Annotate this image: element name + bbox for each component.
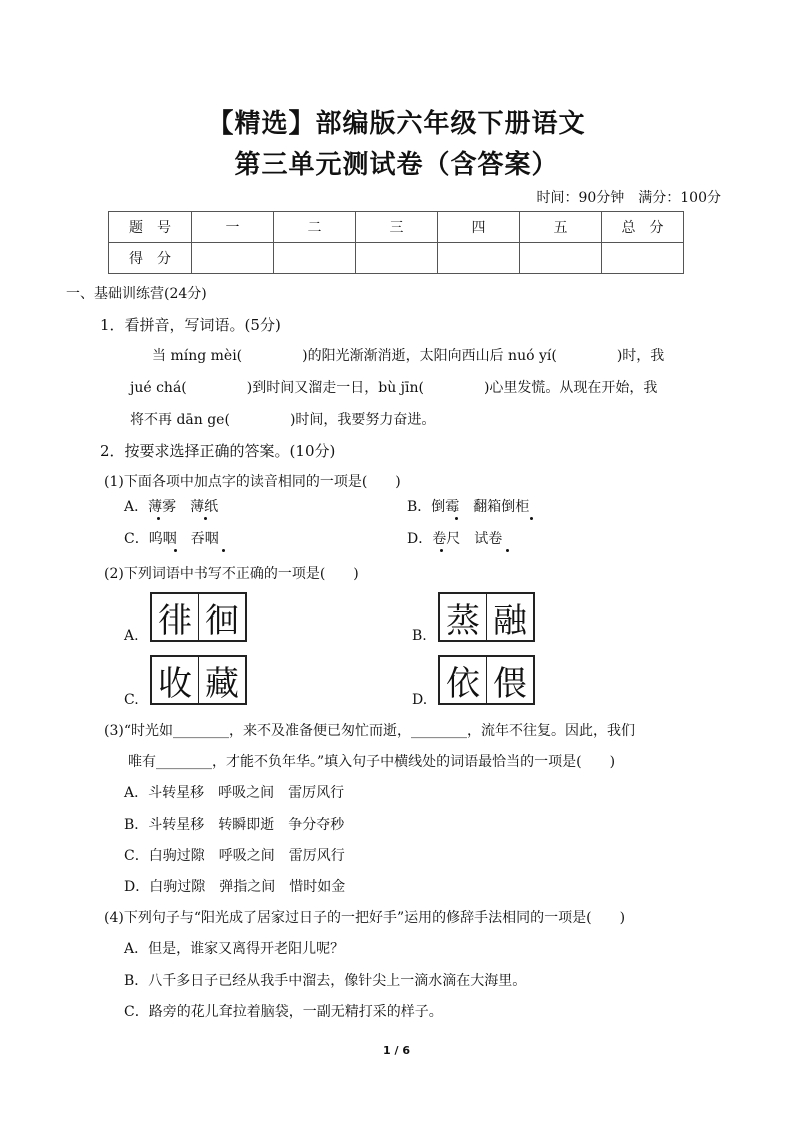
score-table-cell: 五 (520, 212, 602, 243)
score-table (108, 211, 684, 274)
score-input-cell[interactable] (602, 243, 684, 274)
emphasis-dot (440, 549, 443, 552)
character: 偎 (486, 657, 533, 703)
score-table-header-row (109, 212, 684, 243)
pinyin-segment: 当 míng mèi( (152, 348, 243, 364)
option-d[interactable]: D．白驹过隙 弹指之间 惜时如金 (124, 879, 346, 895)
option-c[interactable]: C. (124, 692, 139, 708)
score-input-cell[interactable] (192, 243, 274, 274)
score-table-score-row (109, 243, 684, 274)
sub-question-3-stem: (3)“时光如________，来不及准备便已匆忙而逝，________，流年不往复。因此，我们 (104, 723, 635, 739)
emphasis-dot (204, 517, 207, 520)
score-table-cell: 总 分 (602, 212, 684, 243)
option-a[interactable]: A．但是，谁家又离得开老阳儿呢？ (124, 941, 345, 957)
character: 藏 (198, 657, 245, 703)
character: 徊 (198, 594, 245, 640)
page-number: 1 / 6 (383, 1044, 410, 1057)
pinyin-segment: )到时间又溜走一日，bù jīn( (246, 380, 424, 396)
pinyin-segment: )的阳光渐渐消逝，太阳向西山后 nuó yí( (302, 348, 557, 364)
option-d[interactable]: D. (412, 692, 428, 708)
section-heading: 一、基础训练营(24分) (66, 286, 207, 302)
option-b[interactable]: B．斗转星移 转瞬即逝 争分夺秒 (124, 817, 345, 833)
emphasis-dot (506, 549, 509, 552)
question-1-line (130, 409, 435, 429)
char-box-c (150, 655, 247, 705)
doc-title-line2: 第三单元测试卷（含答案） (234, 150, 559, 180)
char-box-d (438, 655, 535, 705)
option-a[interactable]: A．薄雾 薄纸 (124, 499, 219, 515)
option-c[interactable]: C．呜咽 吞咽 (124, 531, 219, 547)
char-box-b (438, 592, 535, 642)
option-b[interactable]: B. (412, 628, 427, 644)
option-a[interactable]: A. (124, 628, 139, 644)
option-c[interactable]: C．白驹过隙 呼吸之间 雷厉风行 (124, 848, 345, 864)
question-1-stem: 1．看拼音，写词语。(5分) (100, 316, 281, 334)
emphasis-dot (455, 517, 458, 520)
score-input-cell[interactable] (520, 243, 602, 274)
score-table-cell: 三 (356, 212, 438, 243)
emphasis-dot (222, 549, 225, 552)
emphasis-dot (530, 517, 533, 520)
score-input-cell[interactable] (438, 243, 520, 274)
character: 收 (158, 663, 192, 704)
pinyin-segment: )心里发慌。从现在开始，我 (483, 380, 658, 396)
score-input-cell[interactable] (274, 243, 356, 274)
time-score-info: 时间：90分钟 满分：100分 (536, 190, 721, 206)
option-a[interactable]: A．斗转星移 呼吸之间 雷厉风行 (124, 785, 345, 801)
character: 依 (446, 663, 480, 704)
pinyin-segment: 将不再 dān ge( (130, 412, 230, 428)
option-b[interactable]: B．八千多日子已经从我手中溜去，像针尖上一滴水滴在大海里。 (124, 973, 527, 989)
sub-question-1-stem: (1)下面各项中加点字的读音相同的一项是( ) (104, 474, 401, 490)
question-2-stem: 2．按要求选择正确的答案。(10分) (100, 442, 336, 460)
character: 徘 (158, 600, 192, 641)
score-input-cell[interactable] (356, 243, 438, 274)
sub-question-2-stem: (2)下列词语中书写不正确的一项是( ) (104, 566, 359, 582)
score-table-cell: 题 号 (109, 212, 192, 243)
pinyin-segment: )时间，我要努力奋进。 (289, 412, 436, 428)
doc-title-line1: 【精选】部编版六年级下册语文 (207, 109, 586, 139)
option-c[interactable]: C．路旁的花儿耷拉着脑袋，一副无精打采的样子。 (124, 1004, 443, 1020)
question-1-line (152, 345, 664, 365)
emphasis-dot (174, 549, 177, 552)
sub-question-3-stem-cont: 唯有________，才能不负年华。”填入句子中横线处的词语最恰当的一项是( ) (128, 754, 616, 770)
score-table-cell: 一 (192, 212, 274, 243)
pinyin-segment: )时，我 (616, 348, 665, 364)
char-box-a (150, 592, 247, 642)
score-table-cell: 四 (438, 212, 520, 243)
character: 蒸 (446, 600, 480, 641)
emphasis-dot (157, 517, 160, 520)
question-1-line (130, 377, 657, 397)
score-table-cell: 得 分 (109, 243, 192, 274)
pinyin-segment: jué chá( (130, 380, 187, 396)
option-d[interactable]: D．卷尺 试卷 (407, 531, 503, 547)
score-table-cell: 二 (274, 212, 356, 243)
character: 融 (486, 594, 533, 640)
option-b[interactable]: B．倒霉 翻箱倒柜 (407, 499, 530, 515)
sub-question-4-stem: (4)下列句子与“阳光成了居家过日子的一把好手”运用的修辞手法相同的一项是( ) (104, 910, 626, 926)
